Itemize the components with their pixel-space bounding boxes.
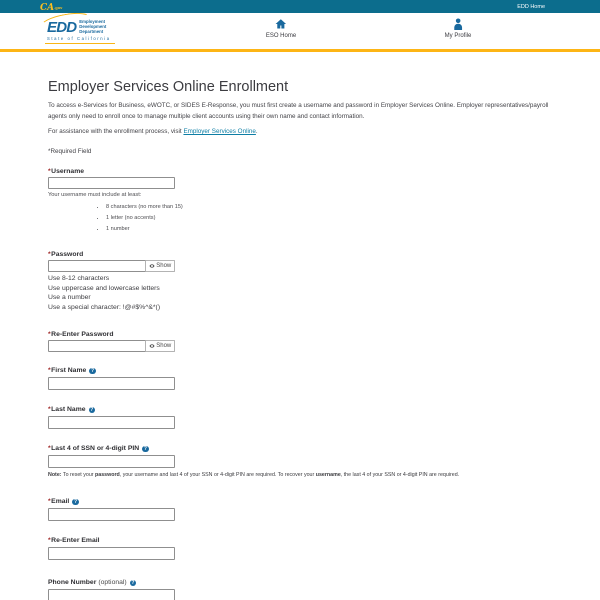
ca-gov-logo-suffix: .gov bbox=[54, 4, 63, 10]
note-text: , the last 4 of your SSN or 4-digit PIN are required. bbox=[340, 471, 460, 478]
note-bold: Note: bbox=[48, 471, 62, 478]
last-name-help-icon[interactable]: ? bbox=[90, 406, 94, 413]
assistance-text: For assistance with the enrollment process, visit bbox=[48, 128, 184, 135]
eye-icon bbox=[149, 263, 155, 269]
ssn-pin-input[interactable] bbox=[48, 455, 175, 468]
username-label bbox=[48, 168, 556, 176]
password-group bbox=[48, 251, 556, 313]
required-marker: * bbox=[48, 330, 51, 338]
home-icon bbox=[266, 17, 296, 30]
nav-my-profile-label: My Profile bbox=[444, 33, 472, 39]
password-label bbox=[48, 251, 556, 259]
password-rule: Use a special character: !@#$%^&*() bbox=[48, 304, 161, 312]
username-hint-title: Your username must include at least: bbox=[48, 192, 142, 198]
phone-help-icon[interactable]: ? bbox=[131, 579, 135, 586]
eye-icon bbox=[149, 343, 155, 349]
required-field-note: *Required Field bbox=[48, 148, 92, 155]
username-rule: • 1 letter (no accents) bbox=[106, 213, 556, 224]
note-text: To reset your bbox=[61, 471, 96, 478]
required-marker: * bbox=[48, 251, 51, 258]
reenter-password-label bbox=[48, 331, 556, 339]
username-input[interactable] bbox=[48, 177, 175, 189]
ssn-pin-label bbox=[48, 445, 556, 453]
intro-paragraph: To access e-Services for Business, eWOTC, or SIDES E-Response, you must first create a username and password in Employer Services Online. Employer representatives/payroll agents only need to enroll once to manage multiple client accounts using their own name and contact information. bbox=[48, 102, 549, 120]
nav-my-profile[interactable] bbox=[445, 17, 472, 39]
reenter-password-group bbox=[48, 331, 556, 352]
edd-logo-tagline: State of California bbox=[47, 35, 111, 41]
edd-logo-text: EDD bbox=[47, 18, 77, 36]
ssn-pin-label-text: Last 4 of SSN or 4-digit PIN bbox=[51, 444, 140, 452]
assistance-line bbox=[48, 127, 556, 136]
nav-eso-home-label: ESO Home bbox=[265, 33, 297, 39]
employer-services-online-link[interactable]: Employer Services Online bbox=[183, 128, 256, 135]
reenter-password-show-button[interactable] bbox=[145, 340, 175, 352]
phone-label bbox=[48, 579, 556, 587]
edd-logo[interactable] bbox=[45, 18, 115, 44]
ssn-pin-help-icon[interactable]: ? bbox=[143, 445, 147, 452]
nav-eso-home[interactable] bbox=[266, 17, 296, 39]
note-bold: password bbox=[95, 471, 120, 478]
reenter-email-input[interactable] bbox=[48, 547, 175, 560]
first-name-help-icon[interactable]: ? bbox=[91, 367, 95, 374]
main-content bbox=[0, 52, 600, 600]
password-rule: Use a number bbox=[48, 294, 91, 302]
username-rule: • 8 characters (no more than 15) bbox=[106, 202, 556, 213]
password-label-text: Password bbox=[51, 251, 84, 258]
last-name-input[interactable] bbox=[48, 416, 175, 429]
username-group bbox=[48, 168, 556, 235]
first-name-label-text: First Name bbox=[51, 366, 87, 374]
reenter-email-group bbox=[48, 537, 556, 560]
person-icon bbox=[445, 17, 472, 30]
note-text: , your username and last 4 of your SSN or 4-digit PIN are required. To recover your bbox=[119, 471, 316, 478]
phone-group bbox=[48, 579, 556, 600]
required-marker: * bbox=[48, 497, 51, 505]
required-marker: * bbox=[48, 168, 51, 175]
phone-optional-text: (optional) bbox=[98, 578, 127, 586]
reenter-email-label bbox=[48, 537, 556, 545]
last-name-label bbox=[48, 406, 556, 414]
first-name-label bbox=[48, 367, 556, 375]
required-marker: * bbox=[48, 536, 51, 544]
phone-input[interactable] bbox=[48, 589, 175, 600]
edd-logo-words bbox=[79, 20, 106, 34]
password-show-button[interactable] bbox=[145, 260, 175, 272]
ca-gov-logo-text: CA bbox=[40, 2, 55, 13]
page-title: Employer Services Online Enrollment bbox=[48, 79, 289, 95]
note-bold: username bbox=[315, 471, 341, 478]
password-rules bbox=[48, 274, 556, 313]
username-label-text: Username bbox=[51, 168, 85, 175]
last-name-group bbox=[48, 406, 556, 429]
edd-home-link[interactable]: EDD Home bbox=[517, 3, 545, 10]
last-name-label-text: Last Name bbox=[51, 405, 86, 413]
edd-logo-word: Employment bbox=[79, 19, 106, 24]
password-rule: Use uppercase and lowercase letters bbox=[48, 284, 160, 292]
phone-label-text: Phone Number bbox=[48, 578, 97, 586]
site-header bbox=[0, 13, 600, 52]
required-marker: * bbox=[48, 444, 51, 452]
edd-logo-word: Development bbox=[79, 23, 107, 29]
assistance-suffix: . bbox=[255, 128, 258, 135]
reenter-password-label-text: Re-Enter Password bbox=[51, 330, 114, 338]
email-input[interactable] bbox=[48, 508, 175, 521]
edd-logo-word: Department bbox=[79, 28, 104, 34]
reenter-email-label-text: Re-Enter Email bbox=[51, 536, 100, 544]
username-rule: • 1 number bbox=[106, 224, 556, 235]
required-marker: * bbox=[48, 366, 51, 374]
email-group bbox=[48, 498, 556, 521]
ssn-pin-note bbox=[48, 472, 556, 479]
email-label-text: Email bbox=[51, 497, 70, 505]
show-label: Show bbox=[156, 263, 172, 269]
show-label: Show bbox=[156, 342, 172, 349]
first-name-group bbox=[48, 367, 556, 390]
email-label bbox=[48, 498, 556, 506]
username-rules-list bbox=[48, 202, 556, 235]
first-name-input[interactable] bbox=[48, 377, 175, 390]
required-marker: * bbox=[48, 405, 51, 413]
ssn-pin-group bbox=[48, 445, 556, 479]
email-help-icon[interactable]: ? bbox=[74, 498, 78, 505]
ca-gov-banner bbox=[0, 0, 600, 13]
password-rule: Use 8-12 characters bbox=[48, 275, 110, 282]
